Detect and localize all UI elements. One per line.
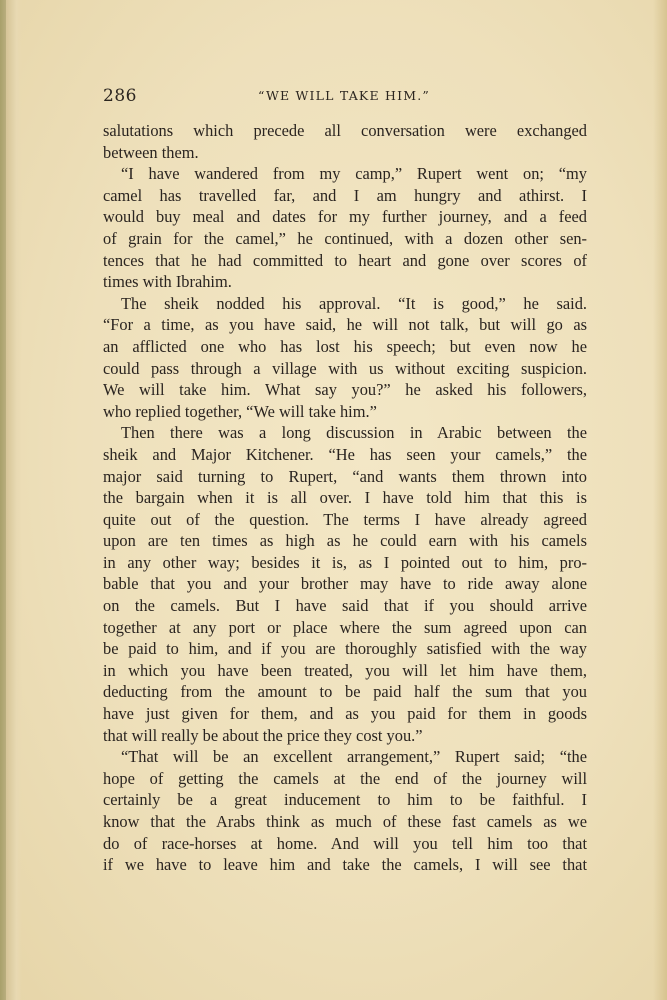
text-line: have just given for them, and as you paid for them in goods — [103, 704, 587, 724]
book-gutter-edge — [0, 0, 6, 1000]
text-line: who replied together, “We will take him.” — [103, 401, 377, 421]
text-line: know that the Arabs think as much of these fast camels as we — [103, 812, 587, 831]
text-line: tences that he had committed to heart and gone over scores of — [103, 250, 587, 270]
text-line: be paid to him, and if you are thoroughly satisfied with the way — [103, 639, 587, 659]
page-number: 286 — [103, 86, 137, 106]
text-line: We will take him. What say you?” he asked his followers, — [103, 380, 587, 400]
page-header — [103, 86, 587, 112]
text-line: “For a time, as you have said, he will not talk, but will go as — [103, 315, 587, 335]
text-line: bable that you and your brother may have to ride away alone — [103, 574, 587, 594]
page-right-edge-shadow — [653, 0, 667, 1000]
text-line: major said turning to Rupert, “and wants them thrown into — [103, 466, 587, 486]
text-line: in any other way; besides it is, as I pointed out to him, pro- — [103, 552, 587, 572]
text-line: certainly be a great inducement to him to be faithful. I — [103, 790, 587, 810]
text-line: an afflicted one who has lost his speech; but even now he — [103, 336, 587, 356]
text-line: “That will be an excellent arrangement,” Rupert said; “the — [121, 747, 587, 767]
text-line: The sheik nodded his approval. “It is good,” he said. — [121, 293, 587, 313]
text-line: quite out of the question. The terms I have already agreed — [103, 509, 587, 529]
text-line: if we have to leave him and take the camels, I will see that — [103, 855, 587, 875]
text-line: on the camels. But I have said that if you should arrive — [103, 596, 587, 616]
text-line: between them. — [103, 142, 199, 162]
text-line: camel has travelled far, and I am hungry and athirst. I — [103, 185, 587, 205]
text-line: Then there was a long discussion in Arabic between the — [121, 423, 587, 443]
text-line: could pass through a village with us without exciting suspicion. — [103, 358, 587, 378]
text-line: the bargain when it is all over. I have told him that this is — [103, 488, 587, 508]
text-line: sheik and Major Kitchener. “He has seen your camels,” the — [103, 444, 587, 464]
text-line: “I have wandered from my camp,” Rupert went on; “my — [121, 164, 587, 184]
text-line: upon are ten times as high as he could earn with his camels — [103, 531, 587, 551]
text-line: of grain for the camel,” he continued, with a dozen other sen- — [103, 228, 587, 248]
text-line: that will really be about the price they cost you.” — [103, 725, 423, 745]
text-line: deducting from the amount to be paid half the sum that you — [103, 682, 587, 702]
text-line: together at any port or place where the sum agreed upon can — [103, 617, 587, 637]
text-line: salutations which precede all conversation were exchanged — [103, 121, 587, 140]
text-line: times with Ibrahim. — [103, 272, 232, 292]
body-text — [103, 120, 587, 876]
text-line: hope of getting the camels at the end of the journey will — [103, 768, 587, 788]
text-line: in which you have been treated, you will let him have them, — [103, 660, 587, 680]
text-line: do of race-horses at home. And will you tell him too that — [103, 833, 587, 853]
text-line: would buy meal and dates for my further journey, and a feed — [103, 207, 587, 227]
running-head: “WE WILL TAKE HIM.” — [258, 88, 430, 103]
